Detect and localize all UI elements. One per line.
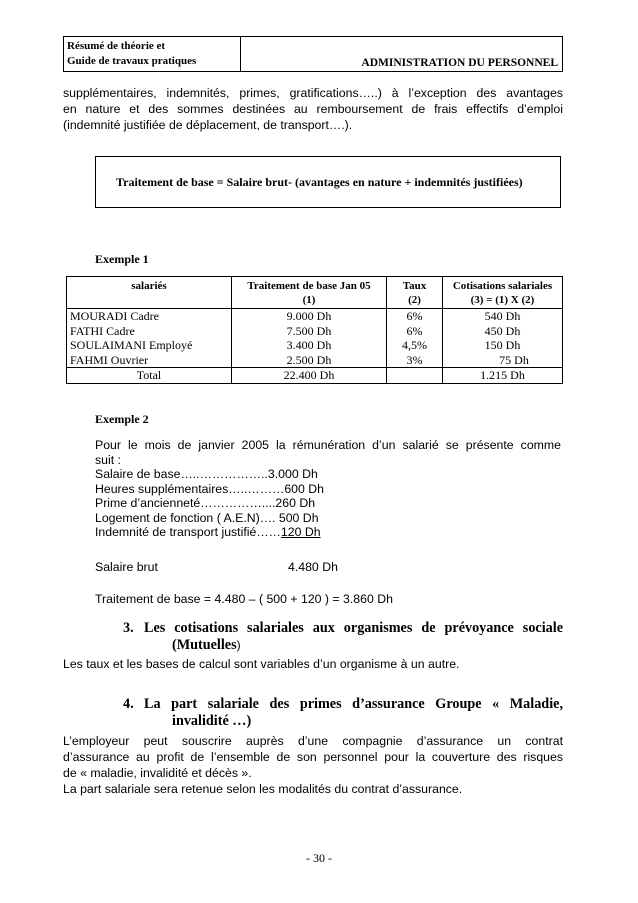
cell-name: MOURADI Cadre: [67, 309, 232, 324]
example2-item: Prime d’ancienneté……………....260 Dh: [95, 496, 316, 510]
total-label: Total: [67, 368, 232, 384]
table-row: [67, 353, 563, 368]
page-header: [63, 36, 563, 72]
table-row: [67, 324, 563, 339]
example2-intro-line1: Pour le mois de janvier 2005 la rémunération d’un salarié se présente comme: [95, 438, 561, 452]
total-contrib: 1.215 Dh: [443, 368, 563, 384]
cell-base: 3.400 Dh: [232, 338, 387, 353]
header-left-line1: Résumé de théorie et: [67, 40, 166, 52]
intro-paragraph: [63, 85, 563, 133]
header-title: ADMINISTRATION DU PERSONNEL: [361, 57, 558, 69]
section4-title-line1: La part salariale des primes d’assurance Groupe « Maladie,: [144, 696, 563, 712]
gross-salary-line: [95, 560, 158, 575]
col-header-base-salary: Traitement de base Jan 05 (1): [232, 277, 387, 309]
total-rate: [387, 368, 443, 384]
table-header-row: [67, 277, 563, 309]
section4-line2: d’assurance au profit de l’ensemble de son personnel pour la couverture des risques: [63, 750, 563, 764]
example2-item: Heures supplémentaires…..………600 Dh: [95, 481, 324, 496]
formula-box: [95, 156, 561, 208]
example2-item: Salaire de base…..……………..3.000 Dh: [95, 467, 318, 481]
intro-line-2: en nature et des sommes destinées au remboursement de frais effectifs d’emploi: [63, 102, 563, 116]
intro-line-3: (indemnité justifiée de déplacement, de transport….).: [63, 118, 353, 132]
contributions-table: [66, 276, 563, 384]
cell-rate: 6%: [387, 309, 443, 324]
example1-title: Exemple 1: [95, 252, 149, 266]
header-left-line2: Guide de travaux pratiques: [67, 55, 197, 67]
cell-rate: 6%: [387, 324, 443, 339]
page-number: - 30 -: [306, 851, 332, 865]
table-total-row: [67, 368, 563, 384]
gross-label: Salaire brut: [95, 560, 158, 574]
section4-line4: La part salariale sera retenue selon les modalités du contrat d’assurance.: [63, 782, 463, 796]
cell-rate: 3%: [387, 353, 443, 368]
section3-number: 3.: [123, 620, 134, 636]
cell-base: 7.500 Dh: [232, 324, 387, 339]
gross-value: 4.480 Dh: [288, 560, 338, 574]
cell-base: 2.500 Dh: [232, 353, 387, 368]
header-left-cell: [64, 37, 241, 71]
section4-paragraph: [63, 733, 563, 797]
cell-name: SOULAIMANI Employé: [67, 338, 232, 353]
header-right-cell: [241, 37, 562, 71]
section4-line1: L’employeur peut souscrire auprès d’une compagnie d’assurance un contrat: [63, 734, 563, 748]
section4-line3: de « maladie, invalidité et décès ».: [63, 766, 252, 780]
cell-name: FAHMI Ouvrier: [67, 353, 232, 368]
cell-contrib: 540 Dh: [443, 309, 563, 324]
cell-contrib: 150 Dh: [443, 338, 563, 353]
formula-text: Traitement de base = Salaire brut- (avantages en nature + indemnités justifiées): [116, 174, 523, 189]
example2-intro-line2: suit :: [95, 452, 121, 467]
example2-item: Logement de fonction ( A.E.N)…. 500 Dh: [95, 510, 319, 525]
section4-number: 4.: [123, 696, 134, 712]
col-header-contributions: Cotisations salariales (3) = (1) X (2): [443, 277, 563, 309]
intro-line-1: supplémentaires, indemnités, primes, gratifications…..) à l’exception des avantages: [63, 86, 563, 100]
cell-name: FATHI Cadre: [67, 324, 232, 339]
cell-rate: 4,5%: [387, 338, 443, 353]
total-base: 22.400 Dh: [232, 368, 387, 384]
table-row: [67, 309, 563, 324]
section3-title-line1: Les cotisations salariales aux organismes de prévoyance sociale: [144, 620, 563, 636]
example2-block: [95, 438, 561, 540]
col-header-rate: Taux (2): [387, 277, 443, 309]
section4-title-line2: invalidité …): [172, 713, 252, 729]
cell-contrib: 450 Dh: [443, 324, 563, 339]
section3-title-line2: (Mutuelles): [172, 637, 241, 653]
col-header-employees: salariés: [67, 277, 232, 309]
example2-item: Indemnité de transport justifié……120 Dh: [95, 525, 321, 539]
cell-contrib: 75 Dh: [443, 353, 563, 368]
base-calc-line: Traitement de base = 4.480 – ( 500 + 120 ) = 3.860 Dh: [95, 592, 393, 606]
cell-base: 9.000 Dh: [232, 309, 387, 324]
table-row: [67, 338, 563, 353]
example2-title: Exemple 2: [95, 412, 149, 426]
section3-text: Les taux et les bases de calcul sont variables d’un organisme à un autre.: [63, 657, 460, 671]
